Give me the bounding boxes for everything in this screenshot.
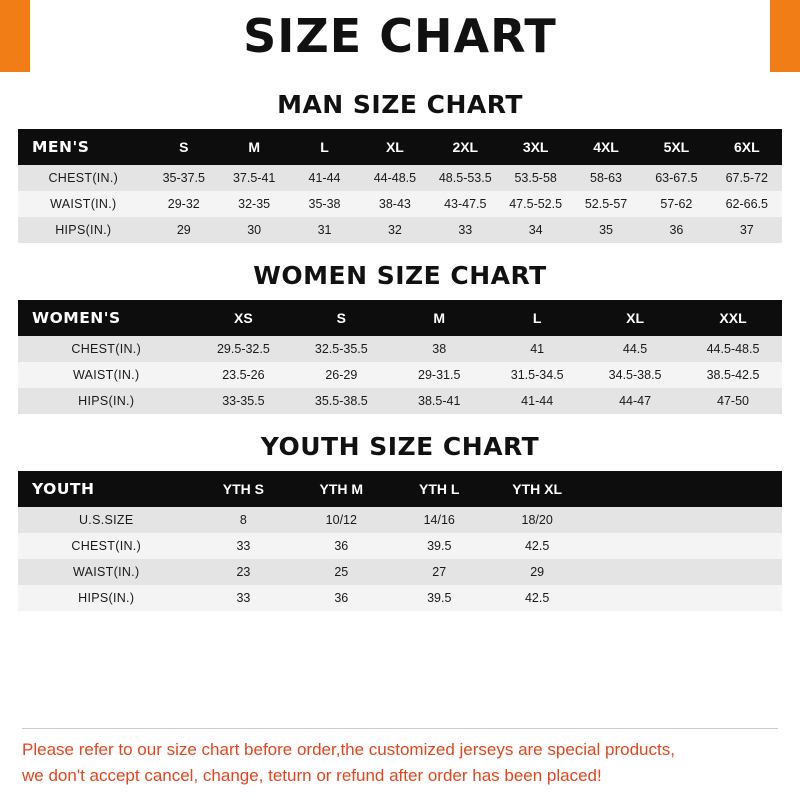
cell: 41-44 — [488, 388, 586, 414]
column-header-xl: XL — [360, 129, 430, 165]
cell: 44-48.5 — [360, 165, 430, 191]
cell: 32 — [360, 217, 430, 243]
cell: 44.5 — [586, 336, 684, 362]
cell: 38.5-41 — [390, 388, 488, 414]
table-row — [18, 507, 782, 533]
cell: 34 — [500, 217, 570, 243]
row-label-waist: WAIST(IN.) — [18, 559, 194, 585]
table-row — [18, 165, 782, 191]
cell: 32-35 — [219, 191, 289, 217]
table-header-row — [18, 300, 782, 336]
banner — [0, 0, 800, 72]
cell: 10/12 — [292, 507, 390, 533]
cell: 38-43 — [360, 191, 430, 217]
cell — [586, 507, 684, 533]
column-header-m: M — [219, 129, 289, 165]
table-row — [18, 217, 782, 243]
section-title-youth: YOUTH SIZE CHART — [260, 432, 540, 461]
cell: 30 — [219, 217, 289, 243]
cell: 27 — [390, 559, 488, 585]
cell: 34.5-38.5 — [586, 362, 684, 388]
cell: 37 — [712, 217, 782, 243]
table-row — [18, 559, 782, 585]
cell: 33 — [194, 533, 292, 559]
row-label-us-size: U.S.SIZE — [18, 507, 194, 533]
cell: 53.5-58 — [500, 165, 570, 191]
table-header-row — [18, 129, 782, 165]
section-women — [0, 261, 800, 414]
table-youth — [18, 471, 782, 611]
column-header-3xl: 3XL — [500, 129, 570, 165]
cell: 62-66.5 — [712, 191, 782, 217]
cell: 29 — [149, 217, 219, 243]
footer-line-1: Please refer to our size chart before order,the customized jerseys are special products, — [22, 740, 675, 759]
table-header-row — [18, 471, 782, 507]
table-row — [18, 191, 782, 217]
cell: 23.5-26 — [194, 362, 292, 388]
cell: 48.5-53.5 — [430, 165, 500, 191]
column-header-m: M — [390, 300, 488, 336]
cell: 18/20 — [488, 507, 586, 533]
cell: 36 — [292, 533, 390, 559]
cell: 23 — [194, 559, 292, 585]
row-label-hips: HIPS(IN.) — [18, 217, 149, 243]
column-header-s: S — [292, 300, 390, 336]
cell: 58-63 — [571, 165, 641, 191]
table-head-youth — [18, 471, 782, 507]
column-header-l: L — [488, 300, 586, 336]
cell: 14/16 — [390, 507, 488, 533]
cell: 31.5-34.5 — [488, 362, 586, 388]
cell: 67.5-72 — [712, 165, 782, 191]
cell: 42.5 — [488, 585, 586, 611]
column-header-yth-m: YTH M — [292, 471, 390, 507]
column-header-rowlabel: WOMEN'S — [18, 300, 194, 336]
cell: 47.5-52.5 — [500, 191, 570, 217]
table-row — [18, 336, 782, 362]
footer-note — [0, 720, 800, 800]
cell: 25 — [292, 559, 390, 585]
cell — [684, 585, 782, 611]
table-row — [18, 362, 782, 388]
cell: 32.5-35.5 — [292, 336, 390, 362]
table-body-women — [18, 336, 782, 414]
cell: 35.5-38.5 — [292, 388, 390, 414]
column-header-yth-xl: YTH XL — [488, 471, 586, 507]
cell: 33 — [430, 217, 500, 243]
cell: 63-67.5 — [641, 165, 711, 191]
cell: 44.5-48.5 — [684, 336, 782, 362]
section-title-women: WOMEN SIZE CHART — [253, 261, 547, 290]
cell: 43-47.5 — [430, 191, 500, 217]
table-head-man — [18, 129, 782, 165]
column-header-yth-s: YTH S — [194, 471, 292, 507]
cell: 41-44 — [289, 165, 359, 191]
section-title-man: MAN SIZE CHART — [277, 90, 523, 119]
column-header-4xl: 4XL — [571, 129, 641, 165]
cell: 35-38 — [289, 191, 359, 217]
cell: 29 — [488, 559, 586, 585]
cell: 33 — [194, 585, 292, 611]
cell: 39.5 — [390, 533, 488, 559]
table-body-man — [18, 165, 782, 243]
cell: 33-35.5 — [194, 388, 292, 414]
column-header-l: L — [289, 129, 359, 165]
cell: 37.5-41 — [219, 165, 289, 191]
cell: 42.5 — [488, 533, 586, 559]
table-row — [18, 533, 782, 559]
cell: 38.5-42.5 — [684, 362, 782, 388]
cell: 35-37.5 — [149, 165, 219, 191]
cell: 8 — [194, 507, 292, 533]
cell: 31 — [289, 217, 359, 243]
column-header-5xl: 5XL — [641, 129, 711, 165]
cell: 29-31.5 — [390, 362, 488, 388]
cell: 29-32 — [149, 191, 219, 217]
column-header-s: S — [149, 129, 219, 165]
cell: 26-29 — [292, 362, 390, 388]
column-header-xs: XS — [194, 300, 292, 336]
cell: 36 — [641, 217, 711, 243]
cell — [586, 585, 684, 611]
column-header-empty-1 — [586, 471, 684, 507]
column-header-rowlabel: MEN'S — [18, 129, 149, 165]
column-header-empty-2 — [684, 471, 782, 507]
cell: 44-47 — [586, 388, 684, 414]
table-head-women — [18, 300, 782, 336]
cell: 57-62 — [641, 191, 711, 217]
cell: 47-50 — [684, 388, 782, 414]
column-header-6xl: 6XL — [712, 129, 782, 165]
table-body-youth — [18, 507, 782, 611]
cell — [684, 507, 782, 533]
row-label-chest: CHEST(IN.) — [18, 165, 149, 191]
row-label-waist: WAIST(IN.) — [18, 191, 149, 217]
table-women — [18, 300, 782, 414]
cell: 38 — [390, 336, 488, 362]
cell: 39.5 — [390, 585, 488, 611]
section-man — [0, 90, 800, 243]
cell: 35 — [571, 217, 641, 243]
page-title: SIZE CHART — [243, 9, 557, 63]
cell — [586, 559, 684, 585]
cell: 36 — [292, 585, 390, 611]
row-label-chest: CHEST(IN.) — [18, 533, 194, 559]
cell: 29.5-32.5 — [194, 336, 292, 362]
cell — [684, 559, 782, 585]
column-header-2xl: 2XL — [430, 129, 500, 165]
row-label-hips: HIPS(IN.) — [18, 388, 194, 414]
column-header-xxl: XXL — [684, 300, 782, 336]
table-man — [18, 129, 782, 243]
table-row — [18, 388, 782, 414]
column-header-yth-l: YTH L — [390, 471, 488, 507]
divider — [22, 728, 778, 729]
row-label-waist: WAIST(IN.) — [18, 362, 194, 388]
row-label-chest: CHEST(IN.) — [18, 336, 194, 362]
cell: 52.5-57 — [571, 191, 641, 217]
section-youth — [0, 432, 800, 611]
column-header-xl: XL — [586, 300, 684, 336]
table-row — [18, 585, 782, 611]
cell: 41 — [488, 336, 586, 362]
banner-inner — [30, 0, 770, 72]
column-header-rowlabel: YOUTH — [18, 471, 194, 507]
cell — [684, 533, 782, 559]
row-label-hips: HIPS(IN.) — [18, 585, 194, 611]
footer-line-2: we don't accept cancel, change, teturn or refund after order has been placed! — [22, 765, 602, 785]
cell — [586, 533, 684, 559]
